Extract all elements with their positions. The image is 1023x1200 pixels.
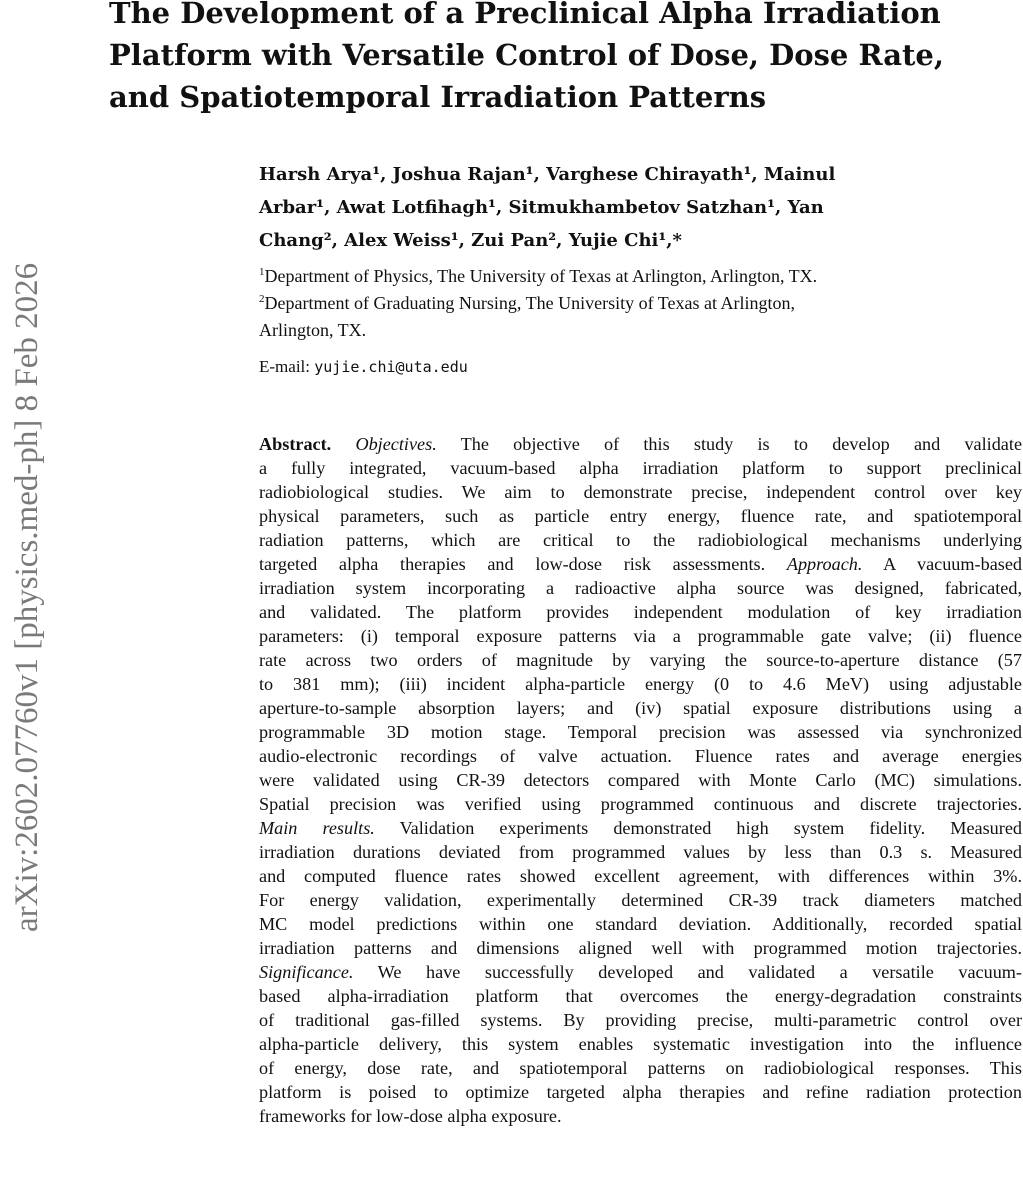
abstract-line: Main results. Validation experiments demonstrated high system fidelity. Measured (259, 818, 1022, 838)
affiliation-2-continued: Arlington, TX. (259, 320, 367, 340)
abstract-line: to 381 mm); (iii) incident alpha-particle energy (0 to 4.6 MeV) using adjustable (259, 674, 1022, 694)
affiliation-2-text-line-1: Department of Graduating Nursing, The University of Texas at Arlington, (264, 293, 795, 313)
abstract-line: radiobiological studies. We aim to demonstrate precise, independent control over key (259, 482, 1022, 502)
title-line-3: and Spatiotemporal Irradiation Patterns (109, 80, 767, 114)
arxiv-identifier-text: arXiv:2602.07760v1 [physics.med-ph] 8 Feb 2026 (9, 262, 45, 932)
abstract-line: radiation patterns, which are critical to the radiobiological mechanisms underlying (259, 530, 1022, 550)
abstract-line: frameworks for low-dose alpha exposure. (259, 1106, 562, 1126)
abstract-line: platform is poised to optimize targeted alpha therapies and refine radiation protection (259, 1082, 1022, 1102)
affiliation-1-mark: 1 (259, 266, 265, 278)
abstract-line: and validated. The platform provides independent modulation of key irradiation (259, 602, 1022, 622)
abstract-line: aperture-to-sample absorption layers; and (iv) spatial exposure distributions using a (259, 698, 1022, 718)
author-line-3: Chang², Alex Weiss¹, Zui Pan², Yujie Chi¹,* (259, 230, 682, 251)
paper-title (109, 0, 1023, 118)
approach-heading: Approach. (786, 554, 863, 574)
abstract-line: and computed fluence rates showed excellent agreement, with differences within 3%. (259, 866, 1022, 886)
email-label: E-mail: (259, 357, 315, 376)
significance-heading: Significance. (259, 962, 354, 982)
abstract-line: irradiation patterns and dimensions aligned well with programmed motion trajectories. (259, 938, 1022, 958)
arxiv-identifier-stamp (2, 90, 52, 940)
objectives-heading: Objectives. (355, 434, 437, 454)
affiliation-1-text: Department of Physics, The University of Texas at Arlington, Arlington, TX. (264, 266, 818, 286)
abstract-line: MC model predictions within one standard deviation. Additionally, recorded spatial (259, 914, 1022, 934)
abstract-line: alpha-particle delivery, this system enables systematic investigation into the influence (259, 1034, 1022, 1054)
title-line-2: Platform with Versatile Control of Dose, Dose Rate, (109, 38, 944, 72)
abstract-line: rate across two orders of magnitude by varying the source-to-aperture distance (57 (259, 650, 1022, 670)
abstract-line: targeted alpha therapies and low-dose risk assessments. Approach. A vacuum-based (259, 554, 1023, 574)
abstract-line: irradiation durations deviated from programmed values by less than 0.3 s. Measured (259, 842, 1022, 862)
abstract-line: physical parameters, such as particle entry energy, fluence rate, and spatiotemporal (259, 506, 1022, 526)
abstract-line: irradiation system incorporating a radioactive alpha source was designed, fabricated, (259, 578, 1022, 598)
abstract-line: based alpha-irradiation platform that overcomes the energy-degradation constraints (259, 986, 1022, 1006)
title-line-1: The Development of a Preclinical Alpha Irradiation (109, 0, 941, 30)
main-results-heading: Main results. (259, 818, 375, 838)
author-list (259, 158, 1019, 257)
abstract-line: For energy validation, experimentally determined CR-39 track diameters matched (259, 890, 1022, 910)
author-line-2: Arbar¹, Awat Lotfihagh¹, Sitmukhambetov Satzhan¹, Yan (259, 197, 824, 218)
abstract (259, 432, 1022, 1128)
abstract-line: Significance. We have successfully developed and validated a versatile vacuum- (259, 962, 1022, 982)
abstract-line: parameters: (i) temporal exposure patterns via a programmable gate valve; (ii) fluence (259, 626, 1022, 646)
author-line-1: Harsh Arya¹, Joshua Rajan¹, Varghese Chirayath¹, Mainul (259, 164, 836, 185)
email-address-link[interactable]: yujie.chi@uta.edu (314, 358, 468, 376)
abstract-line: were validated using CR-39 detectors compared with Monte Carlo (MC) simulations. (259, 770, 1022, 790)
abstract-line: audio-electronic recordings of valve actuation. Fluence rates and average energies (259, 746, 1022, 766)
abstract-line: programmable 3D motion stage. Temporal precision was assessed via synchronized (259, 722, 1022, 742)
affiliation-1 (259, 263, 1019, 290)
contact-email (259, 354, 468, 380)
affiliation-2 (259, 290, 1019, 317)
abstract-line: Spatial precision was verified using programmed continuous and discrete trajectories. (259, 794, 1022, 814)
affiliation-2-mark: 2 (259, 293, 265, 305)
abstract-line: a fully integrated, vacuum-based alpha irradiation platform to support preclinical (259, 458, 1022, 478)
abstract-line: of energy, dose rate, and spatiotemporal patterns on radiobiological responses. This (259, 1058, 1022, 1078)
abstract-line: of traditional gas-filled systems. By providing precise, multi-parametric control over (259, 1010, 1022, 1030)
affiliations (259, 263, 1019, 344)
abstract-line: Abstract. Objectives. The objective of this study is to develop and validate (259, 434, 1023, 454)
abstract-label: Abstract. (259, 434, 332, 454)
